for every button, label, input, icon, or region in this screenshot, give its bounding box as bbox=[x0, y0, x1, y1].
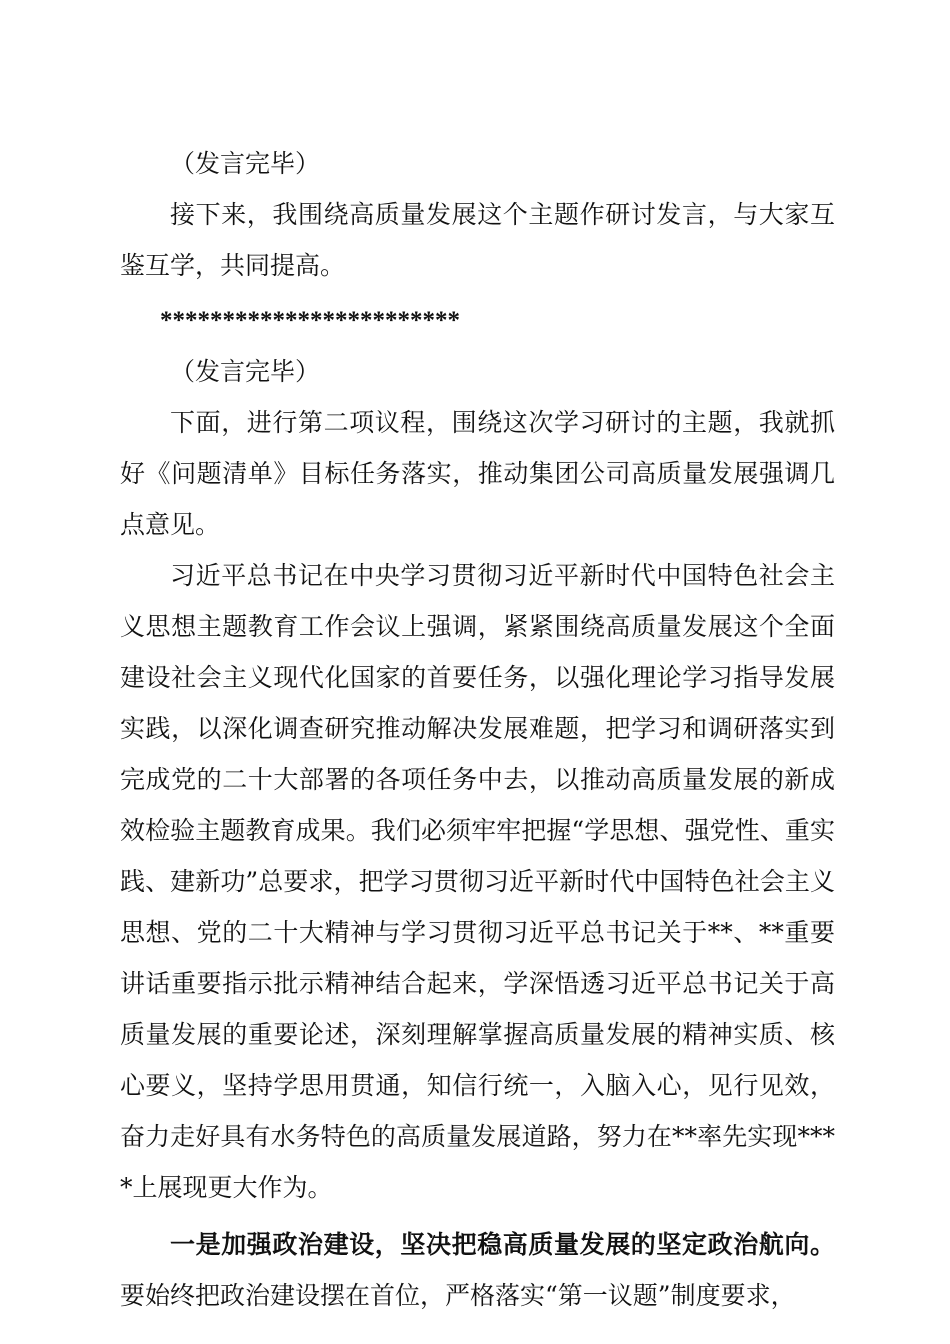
document-page bbox=[120, 138, 835, 1321]
point-one-body: 要始终把政治建设摆在首位，严格落实“第一议题”制度要求， bbox=[120, 1281, 796, 1310]
paragraph-speech-end-2: （发言完毕） bbox=[170, 357, 321, 386]
paragraph-speech-end-1: （发言完毕） bbox=[170, 149, 321, 178]
separator-stars: ************************ bbox=[160, 307, 460, 334]
paragraph-main-body: 习近平总书记在中央学习贯彻习近平新时代中国特色社会主义思想主题教育工作会议上强调，紧紧围绕高质量发展这个全面建设社会主义现代化国家的首要任务，以强化理论学习指导发展实践，以深化调查研究推动解决发展难题，把学习和调研落实到完成党的二十大部署的各项任务中去，以推动高质量发展的新成效检验主题教育成果。我们必须牢牢把握“学思想、强党性、重实践、建新功”总要求，把学习贯彻习近平新时代中国特色社会主义思想、党的二十大精神与学习贯彻习近平总书记关于**、**重要讲话重要指示批示精神结合起来，学深悟透习近平总书记关于高质量发展的重要论述，深刻理解掌握高质量发展的精神实质、核心要义，坚持学思用贯通，知信行统一，入脑入心，见行见效，奋力走好具有水务特色的高质量发展道路，努力在**率先实现****上展现更大作为。 bbox=[120, 561, 835, 1202]
paragraph-second-agenda: 下面，进行第二项议程，围绕这次学习研讨的主题，我就抓好《问题清单》目标任务落实，推动集团公司高质量发展强调几点意见。 bbox=[120, 408, 835, 539]
point-one-heading: 一是加强政治建设，坚决把稳高质量发展的坚定政治航向。 bbox=[170, 1230, 835, 1259]
paragraph-point-one bbox=[120, 1219, 835, 1321]
paragraph-next-speech: 接下来，我围绕高质量发展这个主题作研讨发言，与大家互鉴互学，共同提高。 bbox=[120, 200, 835, 280]
